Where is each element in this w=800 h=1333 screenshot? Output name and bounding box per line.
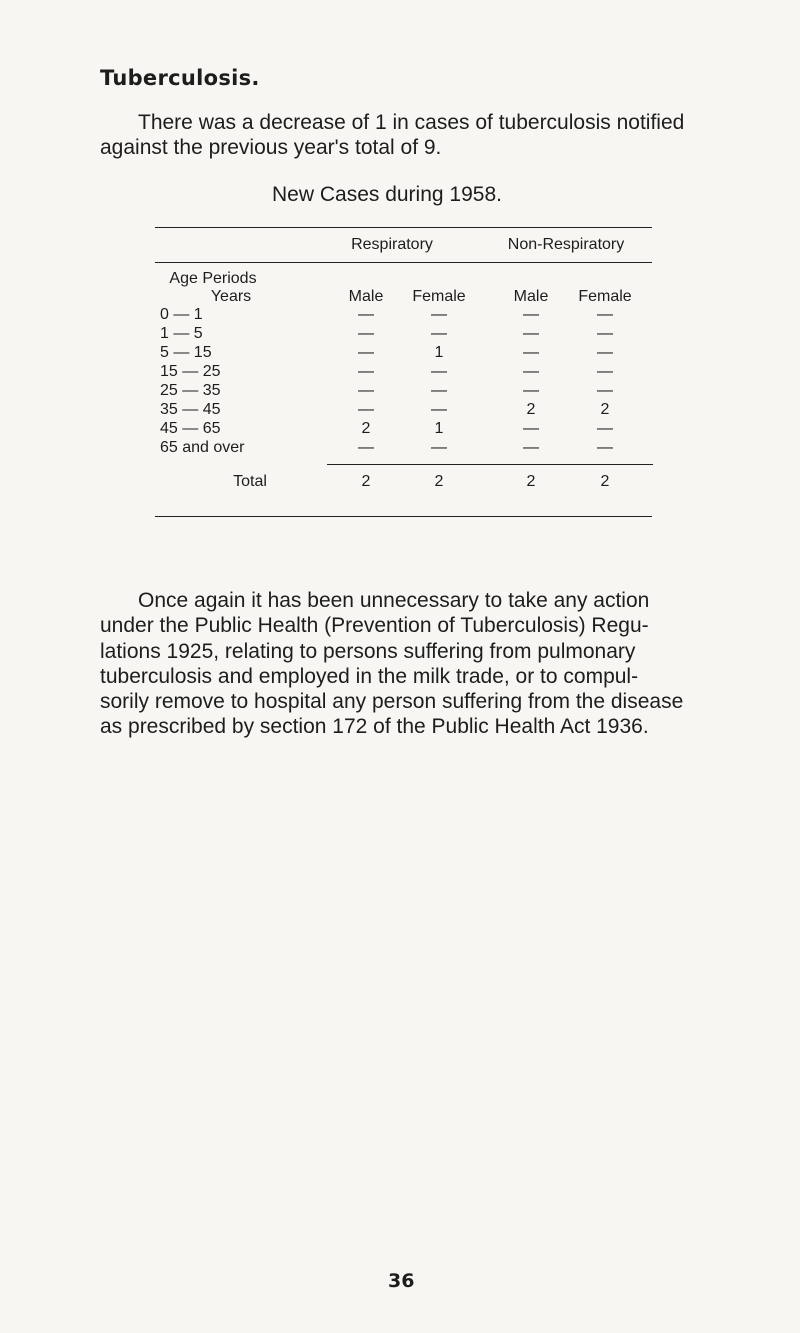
value-cell: — — [358, 325, 374, 342]
intro-paragraph — [100, 110, 710, 160]
group-header-respiratory: Respiratory — [351, 236, 433, 253]
total-cell: 2 — [434, 473, 444, 490]
value-cell: — — [523, 382, 539, 399]
age-period-cell: 5 — 15 — [160, 344, 212, 361]
closing-paragraph — [100, 588, 720, 740]
value-cell: — — [358, 344, 374, 361]
age-period-cell: 15 — 25 — [160, 363, 221, 380]
value-cell: 2 — [361, 420, 371, 437]
section-heading: Tuberculosis. — [100, 66, 260, 90]
header-rule — [155, 262, 652, 263]
closing-line: as prescribed by section 172 of the Public Health Act 1936. — [100, 715, 649, 739]
value-cell: — — [597, 325, 613, 342]
row-header-line: Age Periods — [169, 270, 257, 287]
intro-line: against the previous year's total of 9. — [100, 136, 442, 159]
value-cell: — — [597, 382, 613, 399]
total-cell: 2 — [600, 473, 610, 490]
value-cell: — — [431, 363, 447, 380]
total-label: Total — [233, 473, 267, 490]
value-cell: — — [358, 439, 374, 456]
value-cell: — — [523, 306, 539, 323]
value-cell: — — [431, 325, 447, 342]
age-period-cell: 65 and over — [160, 439, 245, 456]
closing-line: tuberculosis and employed in the milk trade, or to compul- — [100, 664, 639, 688]
value-cell: — — [597, 306, 613, 323]
value-cell: — — [597, 420, 613, 437]
total-cell: 2 — [526, 473, 536, 490]
closing-line: Once again it has been unnecessary to take any action — [138, 589, 650, 612]
page-number: 36 — [388, 1270, 415, 1292]
value-cell: — — [431, 439, 447, 456]
group-header-non-respiratory: Non-Respiratory — [507, 236, 625, 253]
column-header-nonresp-male: Male — [513, 288, 549, 305]
total-cell: 2 — [361, 473, 371, 490]
value-cell: — — [523, 325, 539, 342]
value-cell: — — [358, 382, 374, 399]
closing-line: under the Public Health (Prevention of Tuberculosis) Regu- — [100, 614, 649, 638]
value-cell: 1 — [434, 420, 444, 437]
age-period-cell: 25 — 35 — [160, 382, 221, 399]
value-cell: 2 — [600, 401, 610, 418]
value-cell: 1 — [434, 344, 444, 361]
value-cell: — — [431, 306, 447, 323]
value-cell: — — [358, 306, 374, 323]
column-header-nonresp-female: Female — [578, 288, 632, 305]
column-header-resp-female: Female — [412, 288, 466, 305]
value-cell: — — [597, 439, 613, 456]
value-cell: 2 — [526, 401, 536, 418]
closing-line: sorily remove to hospital any person suffering from the disease — [100, 690, 684, 714]
value-cell: — — [431, 382, 447, 399]
value-cell: — — [523, 363, 539, 380]
value-cell: — — [597, 363, 613, 380]
age-period-cell: 35 — 45 — [160, 401, 221, 418]
age-period-cell: 1 — 5 — [160, 325, 203, 342]
column-header-resp-male: Male — [348, 288, 384, 305]
table-top-rule — [155, 227, 652, 228]
value-cell: — — [431, 401, 447, 418]
age-period-cell: 45 — 65 — [160, 420, 221, 437]
value-cell: — — [523, 439, 539, 456]
intro-line: There was a decrease of 1 in cases of tuberculosis notified — [138, 111, 685, 134]
age-period-cell: 0 — 1 — [160, 306, 203, 323]
table-caption: New Cases during 1958. — [272, 183, 502, 206]
totals-rule — [327, 464, 653, 465]
row-header-line: Years — [210, 288, 252, 305]
value-cell: — — [523, 344, 539, 361]
table-bottom-rule — [155, 516, 652, 517]
value-cell: — — [358, 401, 374, 418]
value-cell: — — [523, 420, 539, 437]
value-cell: — — [358, 363, 374, 380]
closing-line: lations 1925, relating to persons suffering from pulmonary — [100, 639, 636, 663]
value-cell: — — [597, 344, 613, 361]
